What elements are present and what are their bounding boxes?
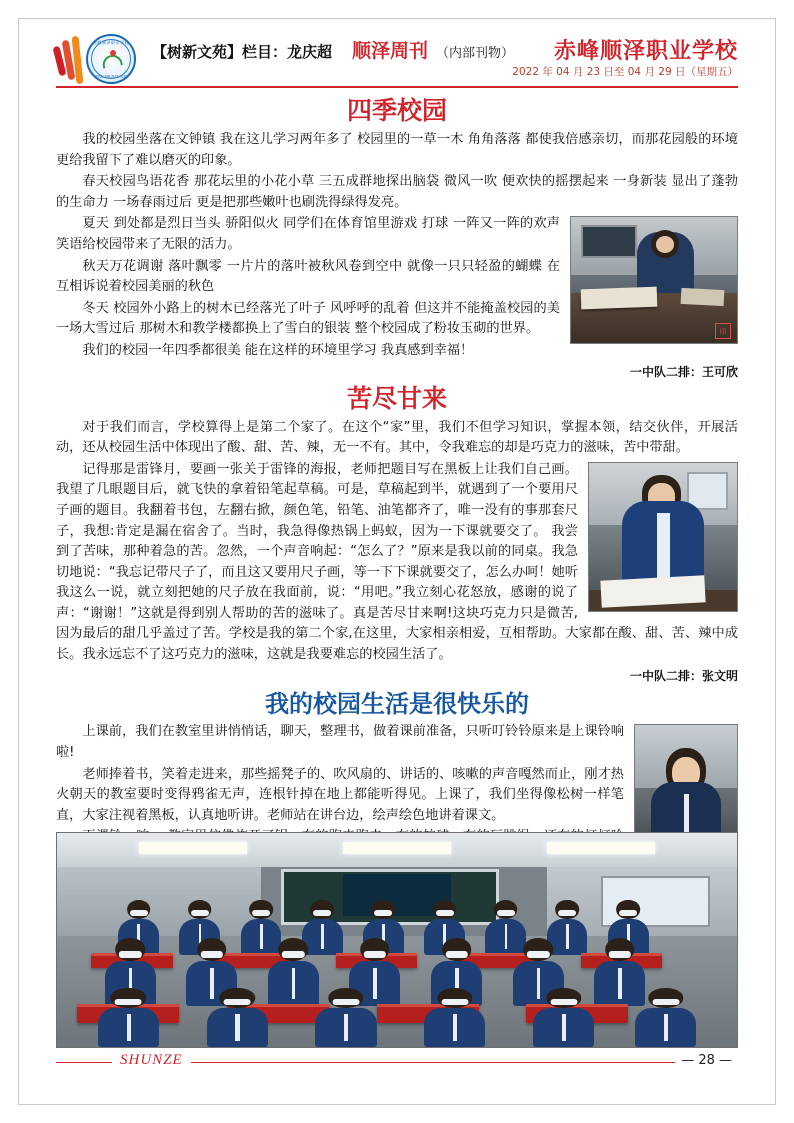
article-bitterness-then-sweetness bbox=[56, 384, 738, 684]
paragraph: 老师捧着书，笑着走进来，那些摇凳子的、吹风扇的、讲话的、咳嗽的声音嘎然而止，刚才热火朝天的教室要时变得鸦雀无声，连根针掉在地上都能听得见。上课了，我们坐得像松树一样笔直，大家注视着黑板，认真地听讲。老师站在讲台边，绘声绘色地讲着课文。 bbox=[56, 766, 624, 823]
paragraph: 我们的校园一年四季都很美 能在这样的环境里学习 我真感到幸福！ bbox=[82, 342, 474, 358]
photo-watermark: 印 bbox=[715, 323, 731, 339]
school-name: 赤峰顺泽职业学校 bbox=[553, 39, 738, 64]
school-seal-icon bbox=[86, 34, 136, 84]
paragraph: 秋天万花调谢 落叶飘零 一片片的落叶被秋风卷到空中 就像一只只轻盈的蝴蝶 在互相诉说着校园美丽的秋色 bbox=[56, 258, 560, 295]
footer-brand: SHUNZE bbox=[112, 1052, 191, 1069]
article-title: 四季校园 bbox=[346, 96, 447, 125]
page-number: — 28 — bbox=[675, 1053, 738, 1068]
article-byline: 一中队二排：张文明 bbox=[629, 668, 738, 683]
paragraph: 冬天 校园外小路上的树木已经落光了叶子 风呼呼的乱着 但这并不能掩盖校园的美 一场大雪过后 那树木和教学楼都换上了雪白的银装 整个校园成了粉妆玉砌的世界。 bbox=[56, 300, 560, 337]
header-divider bbox=[56, 86, 738, 88]
issue-date-range: 2022 年 04 月 23 日至 04 月 29 日（星期五） bbox=[512, 66, 738, 78]
article-four-seasons-campus bbox=[56, 96, 738, 380]
seal-bottom-text: CHIFENG SHUNZE SCHOOL bbox=[88, 75, 134, 79]
weekly-title: 顺泽周刊 bbox=[352, 40, 429, 62]
classroom-students-group-photo bbox=[56, 832, 738, 1048]
paragraph: 春天校园鸟语花香 那花坛里的小花小草 三五成群地探出脑袋 微风一吹 便欢快的摇摆起来 一身新装 显出了蓬勃的生命力 一场春雨过后 更是把那些嫩叶也刷洗得绿得发亮。 bbox=[56, 174, 738, 210]
article-content bbox=[56, 92, 738, 932]
column-label: 【树新文苑】栏目：龙庆超 bbox=[152, 43, 333, 61]
paragraph: 我的校园坐落在文钟镇 我在这儿学习两年多了 校园里的一草一木 角角落落 都使我倍感亲切，而那花园般的环境 更给我留下了难以磨灭的印象。 bbox=[56, 132, 738, 168]
article-title: 我的校园生活是很快乐的 bbox=[265, 689, 529, 718]
photo-caption: 一中队二排：王可欣 bbox=[629, 364, 738, 379]
paragraph: 对于我们而言，学校算得上是第二个家了。在这个“家”里，我们不但学习知识，掌握本领，结交伙伴，开展活动，还从校园生活中体现出了酸、甜、苦、辣，无一不有。其中，令我难忘的却是巧克力的滋味，苦中带甜。 bbox=[56, 419, 738, 456]
school-logo bbox=[56, 34, 156, 84]
teacher-reading-at-desk-photo bbox=[570, 216, 738, 344]
page-header bbox=[56, 34, 738, 90]
inner-publication-note: （内部刊物） bbox=[436, 46, 515, 61]
paragraph: 上课前，我们在教室里讲悄悄话，聊天，整理书，做着课前准备，只听叮铃铃原来是上课铃响啦! bbox=[56, 724, 624, 761]
student-boy-studying-photo bbox=[588, 462, 738, 612]
logo-ribbon-icon bbox=[56, 36, 82, 82]
article-title: 苦尽甘来 bbox=[346, 383, 447, 413]
header-titles bbox=[152, 36, 514, 63]
seal-top-text: 赤峰顺泽职业学校 bbox=[93, 40, 129, 45]
paragraph: 夏天 到处都是烈日当头 骄阳似火 同学们在体育馆里游戏 打球 一阵又一阵的欢声笑语给校园带来了无限的活力。 bbox=[56, 216, 560, 252]
paragraph: 记得那是雷锋月，要画一张关于雷锋的海报，老师把题目写在黑板上让我们自己画。我望了几眼题目后，就飞快的拿着铅笔起草稿。可是，草稿起到半，就遇到了一个要用尺子画的题目。我翻着书包，左翻右掀，颜色笔，铅笔、油笔都齐了，唯一没有的事那套尺子，我想:肯定是漏在宿舍了。当时，我急得像热锅上蚂蚁，因为一下课就要交了。 我尝到了苦味，那种着急的苦。忽然，一个声音响起：“怎么了？”原来是我以前的同桌。我急切地说：“我忘记带尺子了，而且这又要用尺子画，等一下下课就要交了，怎么办呵！她听我这么一说，就立刻把她的尺子放在我面前，说：“用吧。”我立刻心花怒放，感谢的说了声：“谢谢！”这就是得到别人帮助的苦的滋味了。真是苦尽甘来啊!这块巧克力只是微苦,因为最后的甜几乎盖过了苦。学校是我的第二个家,在这里，大家相亲相爱，互相帮助。大家都在酸、甜、苦、辣中成长。我永远忘不了这巧克力的滋味，这就是我要难忘的校园生活了。 bbox=[56, 461, 738, 663]
